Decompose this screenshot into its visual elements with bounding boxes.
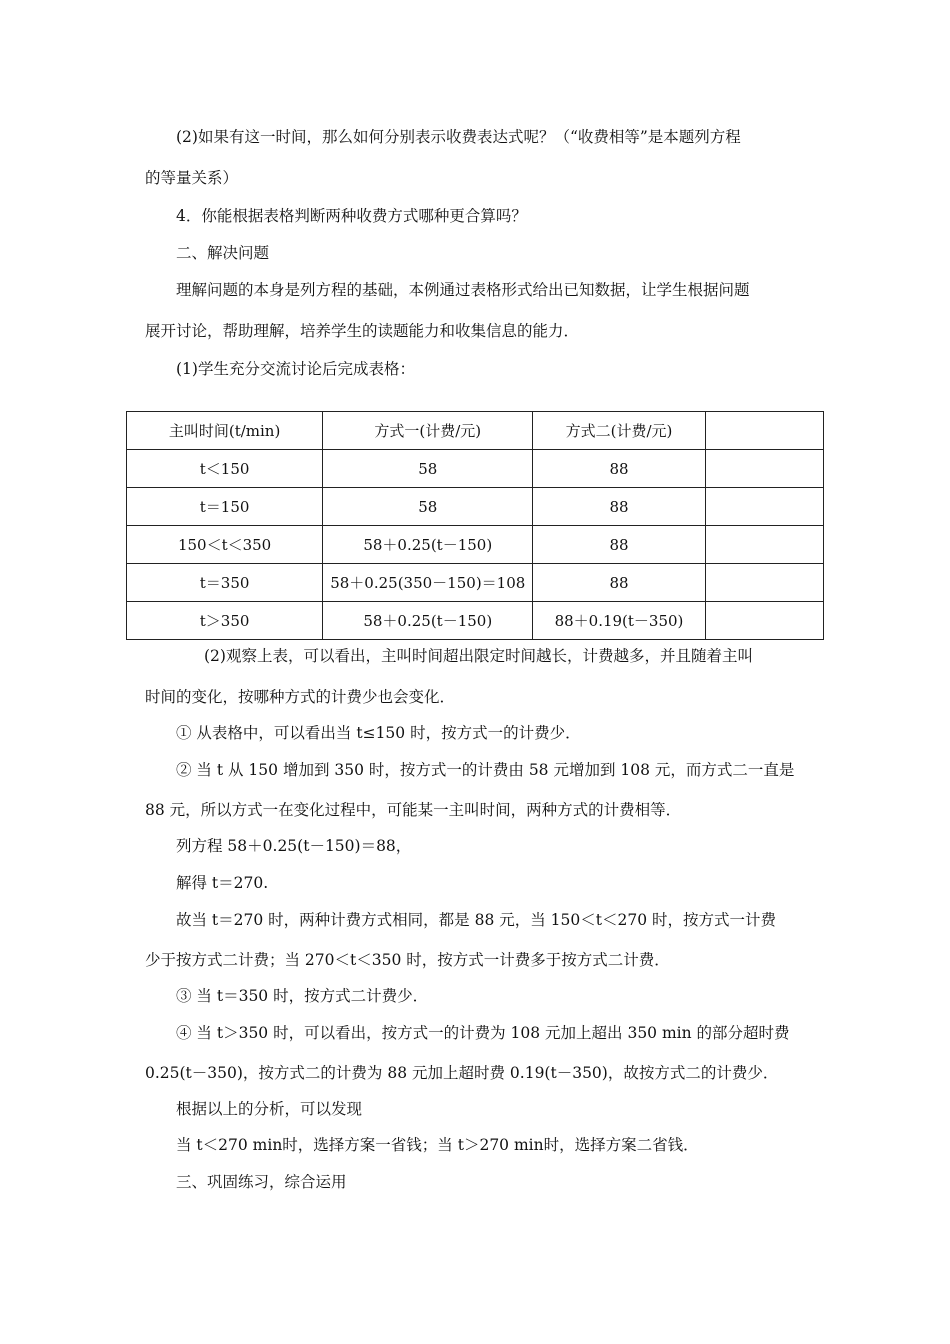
table-row [127,488,824,526]
table-cell: 58＋0.25(t－150) [323,602,533,640]
paragraph-point-4-cont: 0.25(t－350)，按方式二的计费为 88 元加上超时费 0.19(t－350)，故按方式二的计费少． [145,1064,779,1082]
table-cell-empty [705,602,823,640]
paragraph-observation-cont: 时间的变化，按哪种方式的计费少也会变化． [145,688,456,706]
table-row [127,526,824,564]
table-cell: 58＋0.25(t－150) [323,526,533,564]
table-cell-empty [705,450,823,488]
table-cell: t＝350 [127,564,323,602]
paragraph-point-2-cont: 88 元，所以方式一在变化过程中，可能某一主叫时间，两种方式的计费相等． [145,801,682,819]
table-cell-empty [705,526,823,564]
paragraph-analysis: 根据以上的分析，可以发现 [176,1100,363,1118]
table-cell: t＜150 [127,450,323,488]
paragraph-point-1: ① 从表格中，可以看出当 t≤150 时，按方式一的计费少． [176,724,581,742]
header-cell: 方式二(计费/元) [533,412,705,450]
header-cell: 主叫时间(t/min) [127,412,323,450]
paragraph-table-intro: (1)学生充分交流讨论后完成表格： [176,360,415,378]
table-row [127,602,824,640]
table-header-row [127,412,824,450]
paragraph-conclusion: 故当 t＝270 时，两种计费方式相同，都是 88 元，当 150＜t＜270 时，按方式一计费 [176,911,776,929]
table-cell: 58＋0.25(350－150)＝108 [323,564,533,602]
table-cell-empty [705,488,823,526]
section-heading-practice: 三、巩固练习，综合运用 [176,1173,347,1191]
table-cell: t＞350 [127,602,323,640]
table-row [127,450,824,488]
paragraph-solution: 解得 t＝270. [176,874,269,892]
paragraph-point-2: ② 当 t 从 150 增加到 350 时，按方式一的计费由 58 元增加到 108 元，而方式二一直是 [176,761,795,779]
table-cell: 88＋0.19(t－350) [533,602,705,640]
header-cell-empty [705,412,823,450]
billing-table [126,411,824,640]
table-row [127,564,824,602]
paragraph-question-2: (2)如果有这一时间，那么如何分别表示收费表达式呢？（“收费相等”是本题列方程 [176,128,741,146]
paragraph-point-4: ④ 当 t＞350 时，可以看出，按方式一的计费为 108 元加上超出 350 min 的部分超时费 [176,1024,790,1042]
header-cell: 方式一(计费/元) [323,412,533,450]
table-cell: 58 [323,450,533,488]
table-cell: 150＜t＜350 [127,526,323,564]
table-cell: 88 [533,450,705,488]
section-heading-solve: 二、解决问题 [176,244,270,262]
table-cell: 58 [323,488,533,526]
paragraph-observation: (2)观察上表，可以看出，主叫时间超出限定时间越长，计费越多，并且随着主叫 [204,647,753,665]
paragraph-equation: 列方程 58＋0.25(t－150)＝88， [176,837,412,855]
paragraph-conclusion-cont: 少于按方式二计费；当 270＜t＜350 时，按方式一计费多于按方式二计费． [145,951,670,969]
paragraph-understanding: 理解问题的本身是列方程的基础，本例通过表格形式给出已知数据，让学生根据问题 [176,281,750,299]
table-cell: t＝150 [127,488,323,526]
paragraph-question-4: 4．你能根据表格判断两种收费方式哪种更合算吗？ [176,207,527,225]
table-cell: 88 [533,564,705,602]
paragraph-understanding-cont: 展开讨论，帮助理解，培养学生的读题能力和收集信息的能力． [145,322,580,340]
paragraph-recommendation: 当 t＜270 min时，选择方案一省钱；当 t＞270 min时，选择方案二省钱． [176,1136,699,1154]
table-cell-empty [705,564,823,602]
table-cell: 88 [533,526,705,564]
paragraph-point-3: ③ 当 t＝350 时，按方式二计费少． [176,987,429,1005]
paragraph-question-2-cont: 的等量关系） [145,169,239,187]
table-cell: 88 [533,488,705,526]
